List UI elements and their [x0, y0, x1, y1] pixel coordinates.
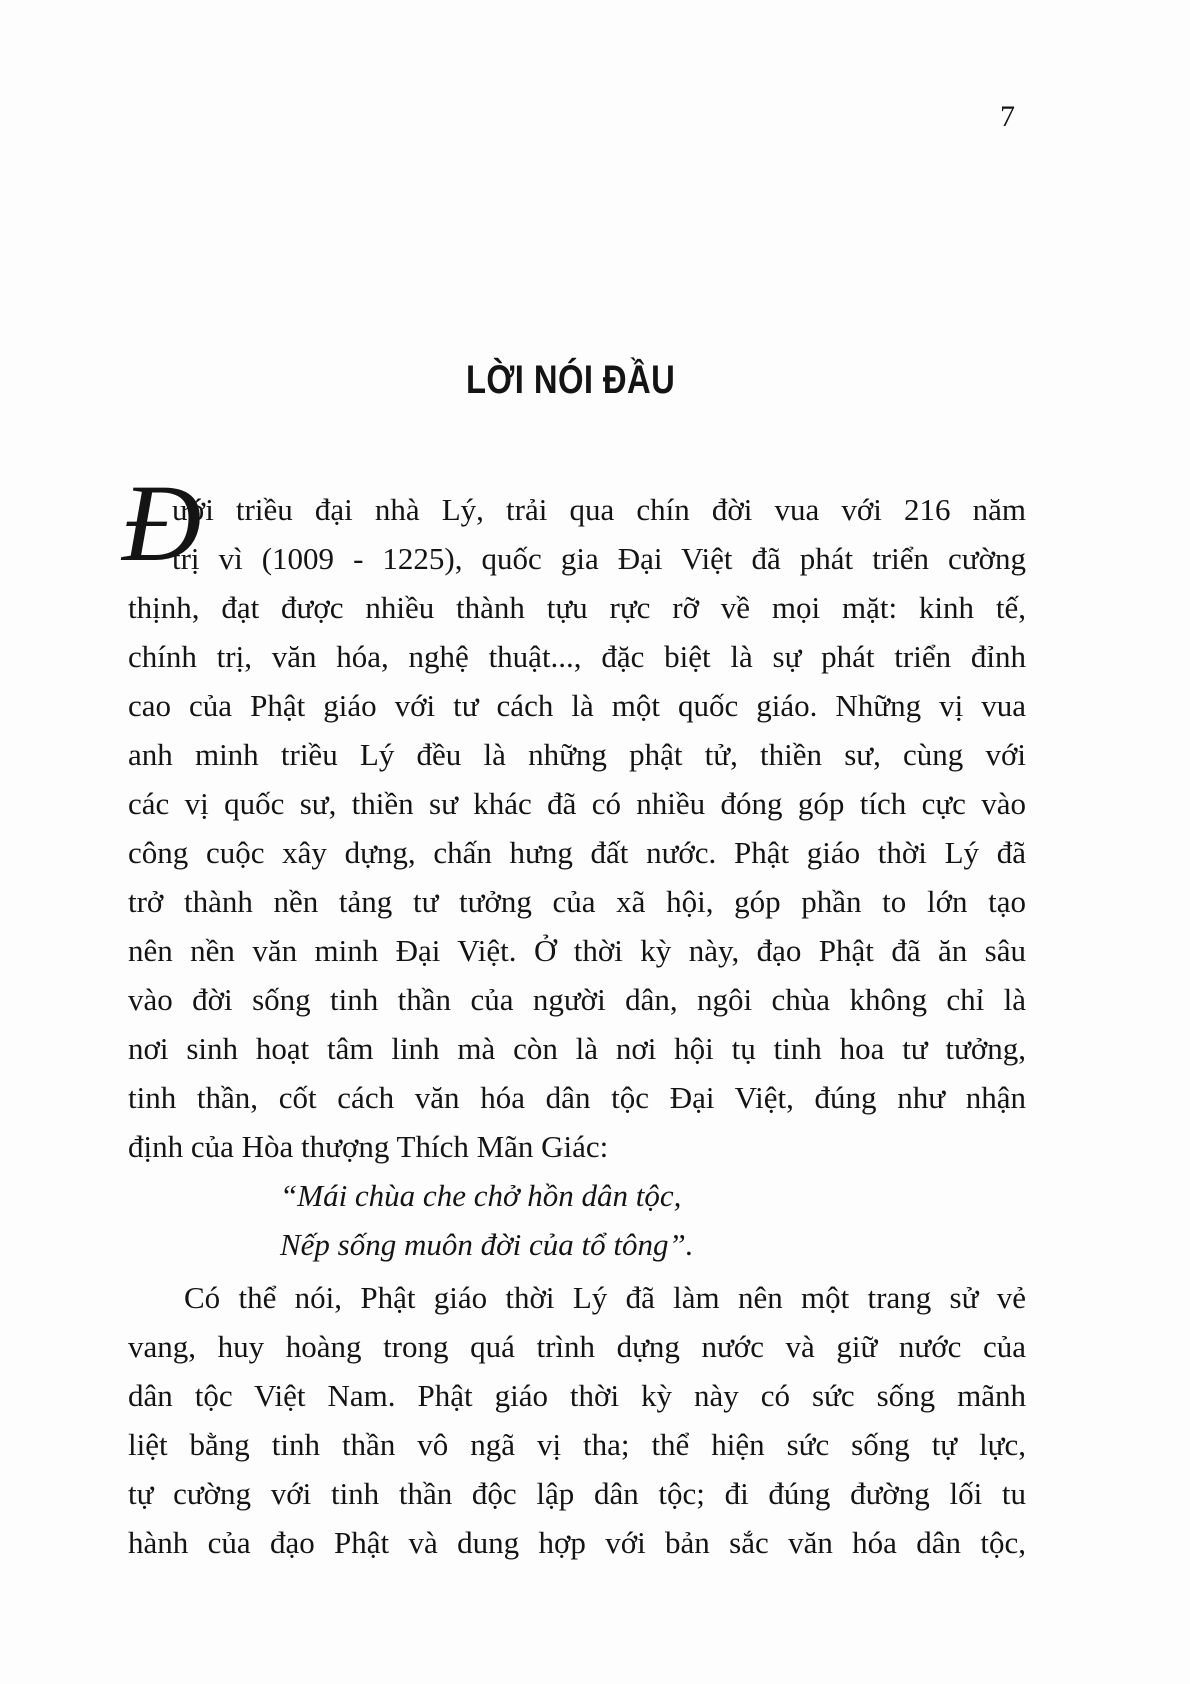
text-line: Có thể nói, Phật giáo thời Lý đã làm nên một trang sử vẻ	[184, 1280, 1026, 1315]
text-line: các vị quốc sư, thiền sư khác đã có nhiều đóng góp tích cực vào	[128, 786, 1026, 821]
text-line: liệt bằng tinh thần vô ngã vị tha; thể hiện sức sống tự lực,	[128, 1427, 1026, 1462]
text-line: trị vì (1009 - 1225), quốc gia Đại Việt đã phát triển cường	[172, 541, 1026, 576]
text-line: trở thành nền tảng tư tưởng của xã hội, góp phần to lớn tạo	[128, 884, 1026, 919]
text-line: hành của đạo Phật và dung hợp với bản sắc văn hóa dân tộc,	[128, 1525, 1026, 1560]
text-line: nên nền văn minh Đại Việt. Ở thời kỳ này, đạo Phật đã ăn sâu	[128, 933, 1026, 968]
text-line: dân tộc Việt Nam. Phật giáo thời kỳ này có sức sống mãnh	[128, 1378, 1026, 1413]
text-line: vang, huy hoàng trong quá trình dựng nước và giữ nước của	[128, 1329, 1026, 1364]
text-line: tự cường với tinh thần độc lập dân tộc; đi đúng đường lối tu	[128, 1476, 1026, 1511]
text-line: vào đời sống tinh thần của người dân, ngôi chùa không chỉ là	[128, 982, 1026, 1017]
text-line: “Mái chùa che chở hồn dân tộc,	[280, 1178, 682, 1213]
text-line: công cuộc xây dựng, chấn hưng đất nước. Phật giáo thời Lý đã	[128, 835, 1026, 870]
text-line: ưới triều đại nhà Lý, trải qua chín đời vua với 216 năm	[172, 492, 1026, 527]
text-line: chính trị, văn hóa, nghệ thuật..., đặc biệt là sự phát triển đỉnh	[128, 639, 1026, 674]
text-line: định của Hòa thượng Thích Mãn Giác:	[128, 1129, 609, 1164]
page-number: 7	[1000, 100, 1015, 133]
text-line: anh minh triều Lý đều là những phật tử, thiền sư, cùng với	[128, 737, 1026, 772]
drop-cap: Đ	[122, 462, 202, 584]
text-line: thịnh, đạt được nhiều thành tựu rực rỡ về mọi mặt: kinh tế,	[128, 590, 1026, 625]
chapter-title-text: LỜI NÓI ĐẦU	[466, 358, 676, 402]
chapter-title	[0, 358, 1142, 403]
text-line: Nếp sống muôn đời của tổ tông”.	[280, 1227, 694, 1262]
text-line: nơi sinh hoạt tâm linh mà còn là nơi hội tụ tinh hoa tư tưởng,	[128, 1031, 1026, 1066]
text-line: tinh thần, cốt cách văn hóa dân tộc Đại Việt, đúng như nhận	[128, 1080, 1026, 1115]
text-line: cao của Phật giáo với tư cách là một quốc giáo. Những vị vua	[128, 688, 1026, 723]
